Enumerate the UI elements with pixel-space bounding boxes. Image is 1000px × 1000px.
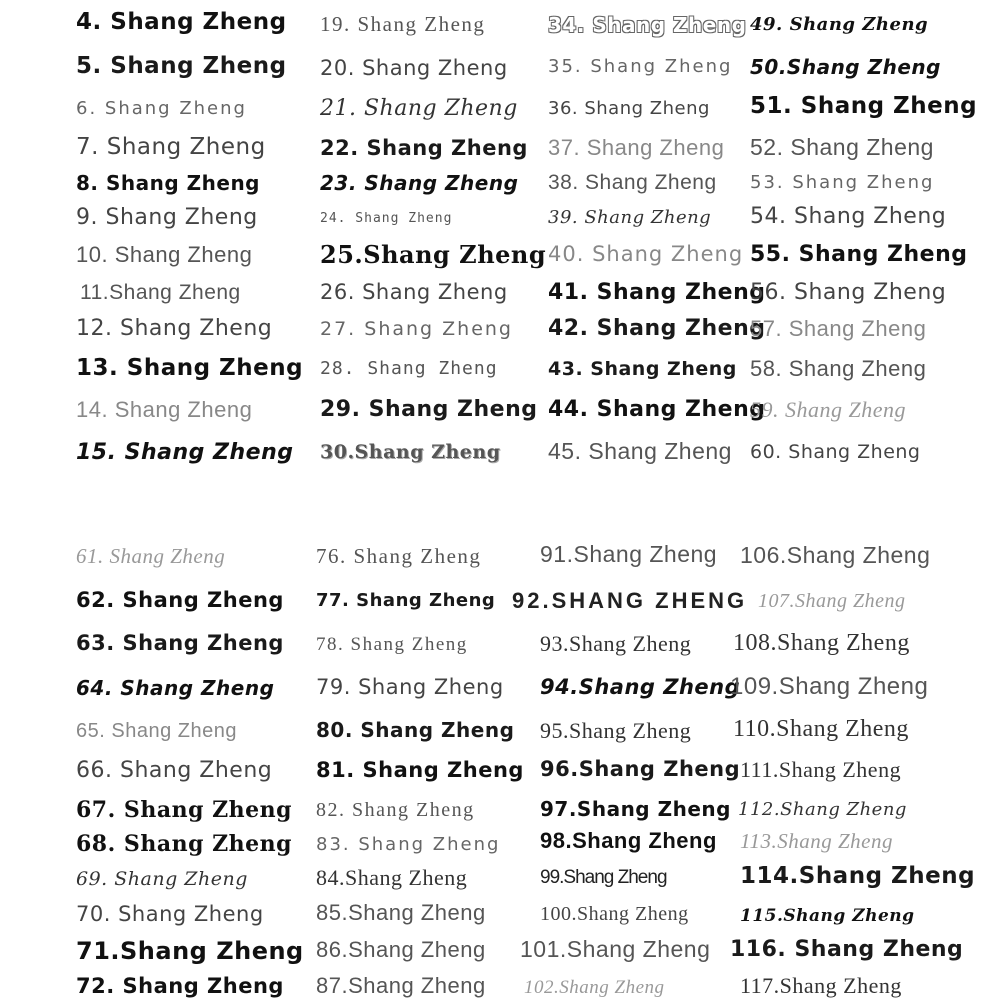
font-sample-item: 19. Shang Zheng <box>320 12 486 37</box>
font-sample-item: 11.Shang Zheng <box>80 281 241 305</box>
font-sample-item: 110.Shang Zheng <box>733 715 909 742</box>
font-sample-item: 93.Shang Zheng <box>540 630 692 656</box>
font-sample-item: 83. Shang Zheng <box>316 834 501 856</box>
font-sample-item: 38. Shang Zheng <box>548 171 717 195</box>
font-sample-item: 42. Shang Zheng <box>548 315 766 341</box>
font-sample-item: 54. Shang Zheng <box>750 203 947 229</box>
font-sample-item: 43. Shang Zheng <box>548 357 737 380</box>
font-sample-item: 45. Shang Zheng <box>548 438 732 465</box>
font-sample-item: 20. Shang Zheng <box>320 56 508 81</box>
font-sample-item: 12. Shang Zheng <box>76 315 273 341</box>
font-sample-item: 99.Shang Zheng <box>540 866 667 888</box>
font-sample-item: 27. Shang Zheng <box>320 317 513 340</box>
font-sample-item: 52. Shang Zheng <box>750 134 934 161</box>
font-sample-item: 72. Shang Zheng <box>76 974 284 999</box>
font-sample-item: 113.Shang Zheng <box>740 829 893 854</box>
font-sample-item: 44. Shang Zheng <box>548 396 766 422</box>
font-sample-item: 34. Shang Zheng <box>548 13 747 37</box>
font-sample-item: 9. Shang Zheng <box>76 204 258 230</box>
font-sample-item: 10. Shang Zheng <box>76 241 253 267</box>
font-sample-item: 70. Shang Zheng <box>76 902 264 927</box>
font-sample-item: 50.Shang Zheng <box>750 55 941 79</box>
font-sample-item: 36. Shang Zheng <box>548 98 710 120</box>
font-sample-item: 8. Shang Zheng <box>76 171 260 195</box>
font-sample-item: 62. Shang Zheng <box>76 588 284 613</box>
font-sample-item: 116. Shang Zheng <box>730 936 964 962</box>
font-sample-item: 40. Shang Zheng <box>548 242 744 267</box>
font-sample-item: 7. Shang Zheng <box>76 134 266 161</box>
font-sample-item: 101.Shang Zheng <box>520 936 711 963</box>
font-sample-item: 69. Shang Zheng <box>76 867 248 890</box>
font-sample-item: 37. Shang Zheng <box>548 134 725 160</box>
font-sample-item: 56. Shang Zheng <box>750 279 947 305</box>
font-sample-item: 30.Shang Zheng <box>320 440 501 463</box>
font-sample-item: 108.Shang Zheng <box>733 629 910 656</box>
font-sample-item: 95.Shang Zheng <box>540 717 692 743</box>
font-sample-item: 100.Shang Zheng <box>540 903 689 925</box>
font-sample-item: 77. Shang Zheng <box>316 590 496 612</box>
font-sample-item: 80. Shang Zheng <box>316 718 515 742</box>
font-sample-item: 61. Shang Zheng <box>76 544 226 569</box>
font-sample-item: 55. Shang Zheng <box>750 241 968 267</box>
font-sample-item: 65. Shang Zheng <box>76 720 237 742</box>
font-sample-item: 78. Shang Zheng <box>316 633 468 655</box>
font-sample-item: 82. Shang Zheng <box>316 799 475 821</box>
font-sample-item: 66. Shang Zheng <box>76 757 273 783</box>
font-sample-item: 15. Shang Zheng <box>76 439 294 465</box>
font-sample-item: 111.Shang Zheng <box>740 756 902 782</box>
font-sample-item: 49. Shang Zheng <box>750 14 929 36</box>
font-sample-item: 84.Shang Zheng <box>316 864 468 890</box>
font-sample-item: 86.Shang Zheng <box>316 936 486 962</box>
font-sample-item: 85.Shang Zheng <box>316 899 486 925</box>
font-sample-item: 81. Shang Zheng <box>316 758 524 783</box>
font-sample-item: 92.SHANG ZHENG <box>512 587 748 613</box>
font-sample-item: 63. Shang Zheng <box>76 631 284 656</box>
font-sample-item: 24. Shang Zheng <box>320 210 453 226</box>
font-sample-item: 58. Shang Zheng <box>750 355 927 381</box>
font-sample-item: 23. Shang Zheng <box>320 171 519 195</box>
font-sample-item: 53. Shang Zheng <box>750 172 935 194</box>
font-sample-item: 59. Shang Zheng <box>750 396 906 422</box>
font-sample-item: 6. Shang Zheng <box>76 98 247 120</box>
font-sample-item: 115.Shang Zheng <box>740 905 915 926</box>
font-sample-item: 28. Shang Zheng <box>320 358 498 380</box>
font-sample-item: 64. Shang Zheng <box>76 676 275 700</box>
font-sample-item: 79. Shang Zheng <box>316 675 504 700</box>
font-sample-item: 102.Shang Zheng <box>524 976 665 998</box>
font-sample-item: 97.Shang Zheng <box>540 797 731 821</box>
font-sample-item: 117.Shang Zheng <box>740 972 902 998</box>
font-sample-item: 21. Shang Zheng <box>320 95 518 121</box>
font-sample-item: 96.Shang Zheng <box>540 757 741 782</box>
font-sample-item: 98.Shang Zheng <box>540 827 717 853</box>
font-sample-item: 94.Shang Zheng <box>540 675 741 700</box>
font-sample-item: 60. Shang Zheng <box>750 440 921 463</box>
font-sample-item: 112.Shang Zheng <box>738 799 907 821</box>
font-sample-item: 109.Shang Zheng <box>730 672 929 700</box>
font-sample-item: 68. Shang Zheng <box>76 830 293 857</box>
font-sample-item: 67. Shang Zheng <box>76 796 293 823</box>
font-sample-item: 114.Shang Zheng <box>740 863 976 890</box>
font-sample-item: 71.Shang Zheng <box>76 936 304 965</box>
font-sample-item: 14. Shang Zheng <box>76 396 253 422</box>
font-sample-item: 87.Shang Zheng <box>316 972 486 998</box>
font-sample-item: 41. Shang Zheng <box>548 279 766 305</box>
font-sample-item: 26. Shang Zheng <box>320 280 508 305</box>
font-sample-item: 107.Shang Zheng <box>758 590 906 612</box>
font-sample-item: 29. Shang Zheng <box>320 396 538 422</box>
font-sample-item: 22. Shang Zheng <box>320 136 528 161</box>
font-sample-item: 35. Shang Zheng <box>548 56 733 78</box>
font-sample-item: 4. Shang Zheng <box>76 9 287 36</box>
font-sample-item: 13. Shang Zheng <box>76 355 304 382</box>
font-sample-item: 5. Shang Zheng <box>76 53 287 80</box>
font-sample-item: 25.Shang Zheng <box>320 239 547 269</box>
font-sample-item: 51. Shang Zheng <box>750 93 978 120</box>
font-sample-item: 76. Shang Zheng <box>316 544 482 569</box>
font-sample-item: 39. Shang Zheng <box>548 207 712 229</box>
font-sample-item: 106.Shang Zheng <box>740 542 931 569</box>
font-sample-item: 57. Shang Zheng <box>750 315 927 341</box>
font-sample-item: 91.Shang Zheng <box>540 541 718 568</box>
